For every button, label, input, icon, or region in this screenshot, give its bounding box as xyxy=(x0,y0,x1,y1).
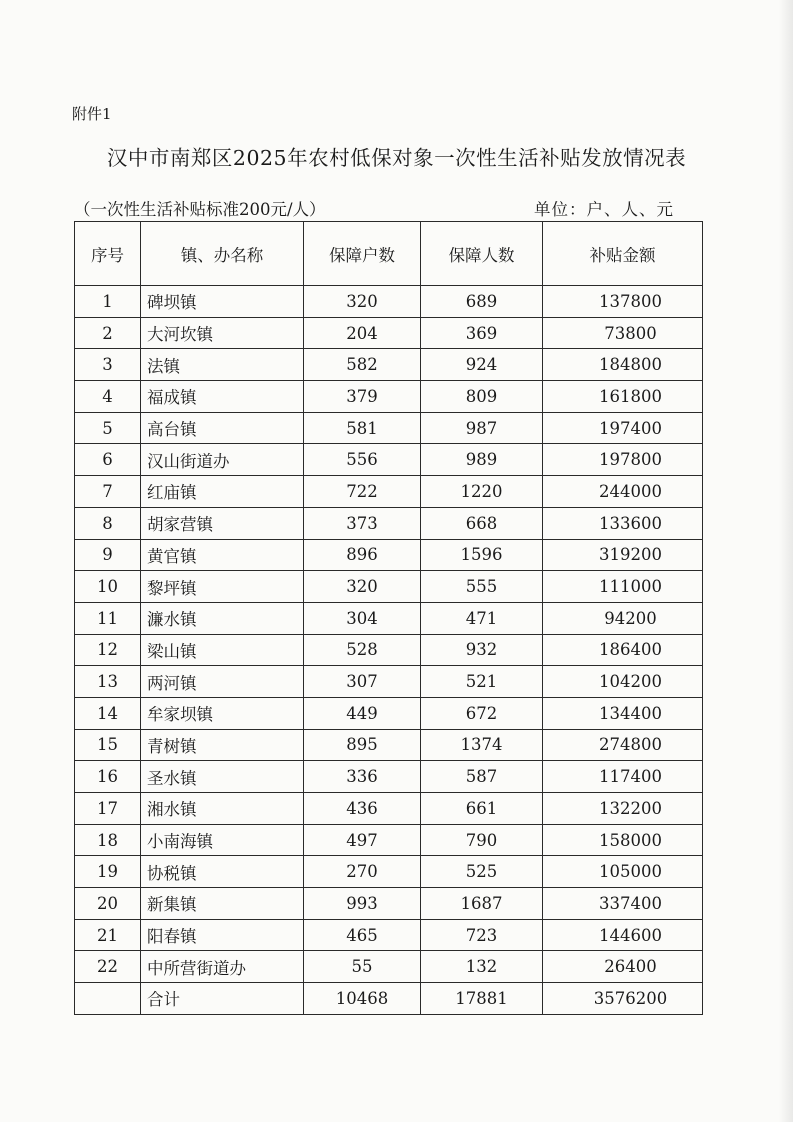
town-name-cell: 小南海镇 xyxy=(141,824,304,856)
table-row xyxy=(75,381,703,413)
serial-cell: 17 xyxy=(75,793,141,825)
table-row xyxy=(75,444,703,476)
serial-cell: 15 xyxy=(75,729,141,761)
households-cell: 304 xyxy=(304,602,421,634)
serial-cell: 11 xyxy=(75,602,141,634)
amount-cell: 117400 xyxy=(543,761,703,793)
persons-cell: 17881 xyxy=(421,983,543,1015)
table-row xyxy=(75,919,703,951)
table-row xyxy=(75,349,703,381)
town-name-cell: 两河镇 xyxy=(141,666,304,698)
town-name-cell: 黎坪镇 xyxy=(141,571,304,603)
households-cell: 320 xyxy=(304,571,421,603)
serial-cell: 21 xyxy=(75,919,141,951)
table-row xyxy=(75,412,703,444)
households-cell: 465 xyxy=(304,919,421,951)
households-cell: 373 xyxy=(304,507,421,539)
unit-label: 单位：户、人、元 xyxy=(534,200,674,219)
persons-cell: 132 xyxy=(421,951,543,983)
town-name-cell: 胡家营镇 xyxy=(141,507,304,539)
persons-cell: 525 xyxy=(421,856,543,888)
amount-cell: 134400 xyxy=(543,697,703,729)
town-name-cell: 大河坎镇 xyxy=(141,317,304,349)
attachment-label: 附件1 xyxy=(72,105,112,123)
amount-cell: 274800 xyxy=(543,729,703,761)
amount-cell: 337400 xyxy=(543,888,703,920)
persons-cell: 521 xyxy=(421,666,543,698)
amount-cell: 3576200 xyxy=(543,983,703,1015)
serial-cell: 9 xyxy=(75,539,141,571)
table-header-row xyxy=(75,222,703,286)
town-name-cell: 福成镇 xyxy=(141,381,304,413)
households-cell: 556 xyxy=(304,444,421,476)
town-name-cell: 湘水镇 xyxy=(141,793,304,825)
persons-cell: 989 xyxy=(421,444,543,476)
serial-cell: 6 xyxy=(75,444,141,476)
serial-cell: 22 xyxy=(75,951,141,983)
town-name-cell: 牟家坝镇 xyxy=(141,697,304,729)
serial-cell: 18 xyxy=(75,824,141,856)
town-name-cell: 高台镇 xyxy=(141,412,304,444)
town-name-cell: 青树镇 xyxy=(141,729,304,761)
persons-cell: 555 xyxy=(421,571,543,603)
header-persons: 保障人数 xyxy=(421,222,543,286)
amount-cell: 244000 xyxy=(543,476,703,508)
households-cell: 436 xyxy=(304,793,421,825)
amount-cell: 184800 xyxy=(543,349,703,381)
serial-cell: 3 xyxy=(75,349,141,381)
amount-cell: 197800 xyxy=(543,444,703,476)
persons-cell: 1220 xyxy=(421,476,543,508)
table-row xyxy=(75,286,703,318)
amount-cell: 94200 xyxy=(543,602,703,634)
town-name-cell: 中所营街道办 xyxy=(141,951,304,983)
table-row xyxy=(75,888,703,920)
amount-cell: 144600 xyxy=(543,919,703,951)
amount-cell: 186400 xyxy=(543,634,703,666)
amount-cell: 132200 xyxy=(543,793,703,825)
amount-cell: 26400 xyxy=(543,951,703,983)
households-cell: 204 xyxy=(304,317,421,349)
table-row xyxy=(75,856,703,888)
serial-cell: 16 xyxy=(75,761,141,793)
table-row xyxy=(75,729,703,761)
serial-cell: 5 xyxy=(75,412,141,444)
households-cell: 993 xyxy=(304,888,421,920)
header-serial: 序号 xyxy=(75,222,141,286)
document-title: 汉中市南郑区2025年农村低保对象一次性生活补贴发放情况表 xyxy=(106,146,687,170)
town-name-cell: 红庙镇 xyxy=(141,476,304,508)
table-row xyxy=(75,697,703,729)
serial-cell: 19 xyxy=(75,856,141,888)
households-cell: 722 xyxy=(304,476,421,508)
table-row xyxy=(75,476,703,508)
amount-cell: 197400 xyxy=(543,412,703,444)
persons-cell: 1687 xyxy=(421,888,543,920)
serial-cell: 4 xyxy=(75,381,141,413)
table-row xyxy=(75,951,703,983)
amount-cell: 73800 xyxy=(543,317,703,349)
table-row xyxy=(75,539,703,571)
persons-cell: 661 xyxy=(421,793,543,825)
amount-cell: 111000 xyxy=(543,571,703,603)
table-row xyxy=(75,507,703,539)
persons-cell: 723 xyxy=(421,919,543,951)
amount-cell: 105000 xyxy=(543,856,703,888)
header-amount: 补贴金额 xyxy=(543,222,703,286)
serial-cell: 8 xyxy=(75,507,141,539)
persons-cell: 672 xyxy=(421,697,543,729)
households-cell: 528 xyxy=(304,634,421,666)
households-cell: 336 xyxy=(304,761,421,793)
persons-cell: 1596 xyxy=(421,539,543,571)
persons-cell: 790 xyxy=(421,824,543,856)
amount-cell: 161800 xyxy=(543,381,703,413)
persons-cell: 1374 xyxy=(421,729,543,761)
persons-cell: 932 xyxy=(421,634,543,666)
serial-cell: 20 xyxy=(75,888,141,920)
households-cell: 581 xyxy=(304,412,421,444)
table-row xyxy=(75,761,703,793)
subsidy-standard-note: （一次性生活补贴标准200元/人） xyxy=(74,200,326,219)
total-row xyxy=(75,983,703,1015)
households-cell: 896 xyxy=(304,539,421,571)
persons-cell: 369 xyxy=(421,317,543,349)
households-cell: 55 xyxy=(304,951,421,983)
households-cell: 320 xyxy=(304,286,421,318)
households-cell: 582 xyxy=(304,349,421,381)
households-cell: 10468 xyxy=(304,983,421,1015)
households-cell: 895 xyxy=(304,729,421,761)
table-row xyxy=(75,824,703,856)
persons-cell: 809 xyxy=(421,381,543,413)
header-town-name: 镇、办名称 xyxy=(141,222,304,286)
amount-cell: 137800 xyxy=(543,286,703,318)
town-name-cell: 阳春镇 xyxy=(141,919,304,951)
households-cell: 497 xyxy=(304,824,421,856)
households-cell: 307 xyxy=(304,666,421,698)
serial-cell: 13 xyxy=(75,666,141,698)
amount-cell: 104200 xyxy=(543,666,703,698)
serial-cell: 7 xyxy=(75,476,141,508)
town-name-cell: 梁山镇 xyxy=(141,634,304,666)
town-name-cell: 协税镇 xyxy=(141,856,304,888)
town-name-cell: 碑坝镇 xyxy=(141,286,304,318)
amount-cell: 319200 xyxy=(543,539,703,571)
serial-cell: 10 xyxy=(75,571,141,603)
amount-cell: 133600 xyxy=(543,507,703,539)
persons-cell: 471 xyxy=(421,602,543,634)
town-name-cell: 新集镇 xyxy=(141,888,304,920)
town-name-cell: 黄官镇 xyxy=(141,539,304,571)
serial-cell xyxy=(75,983,141,1015)
scan-edge-shadow xyxy=(779,0,793,1122)
table-row xyxy=(75,666,703,698)
table-row xyxy=(75,317,703,349)
town-name-cell: 法镇 xyxy=(141,349,304,381)
table-row xyxy=(75,571,703,603)
table-row xyxy=(75,602,703,634)
serial-cell: 12 xyxy=(75,634,141,666)
persons-cell: 987 xyxy=(421,412,543,444)
serial-cell: 2 xyxy=(75,317,141,349)
persons-cell: 924 xyxy=(421,349,543,381)
town-name-cell: 合计 xyxy=(141,983,304,1015)
subsidy-table xyxy=(74,221,703,1015)
town-name-cell: 濂水镇 xyxy=(141,602,304,634)
header-households: 保障户数 xyxy=(304,222,421,286)
households-cell: 270 xyxy=(304,856,421,888)
persons-cell: 668 xyxy=(421,507,543,539)
serial-cell: 14 xyxy=(75,697,141,729)
persons-cell: 689 xyxy=(421,286,543,318)
table-row xyxy=(75,793,703,825)
serial-cell: 1 xyxy=(75,286,141,318)
table-row xyxy=(75,634,703,666)
town-name-cell: 汉山街道办 xyxy=(141,444,304,476)
persons-cell: 587 xyxy=(421,761,543,793)
households-cell: 449 xyxy=(304,697,421,729)
households-cell: 379 xyxy=(304,381,421,413)
town-name-cell: 圣水镇 xyxy=(141,761,304,793)
amount-cell: 158000 xyxy=(543,824,703,856)
